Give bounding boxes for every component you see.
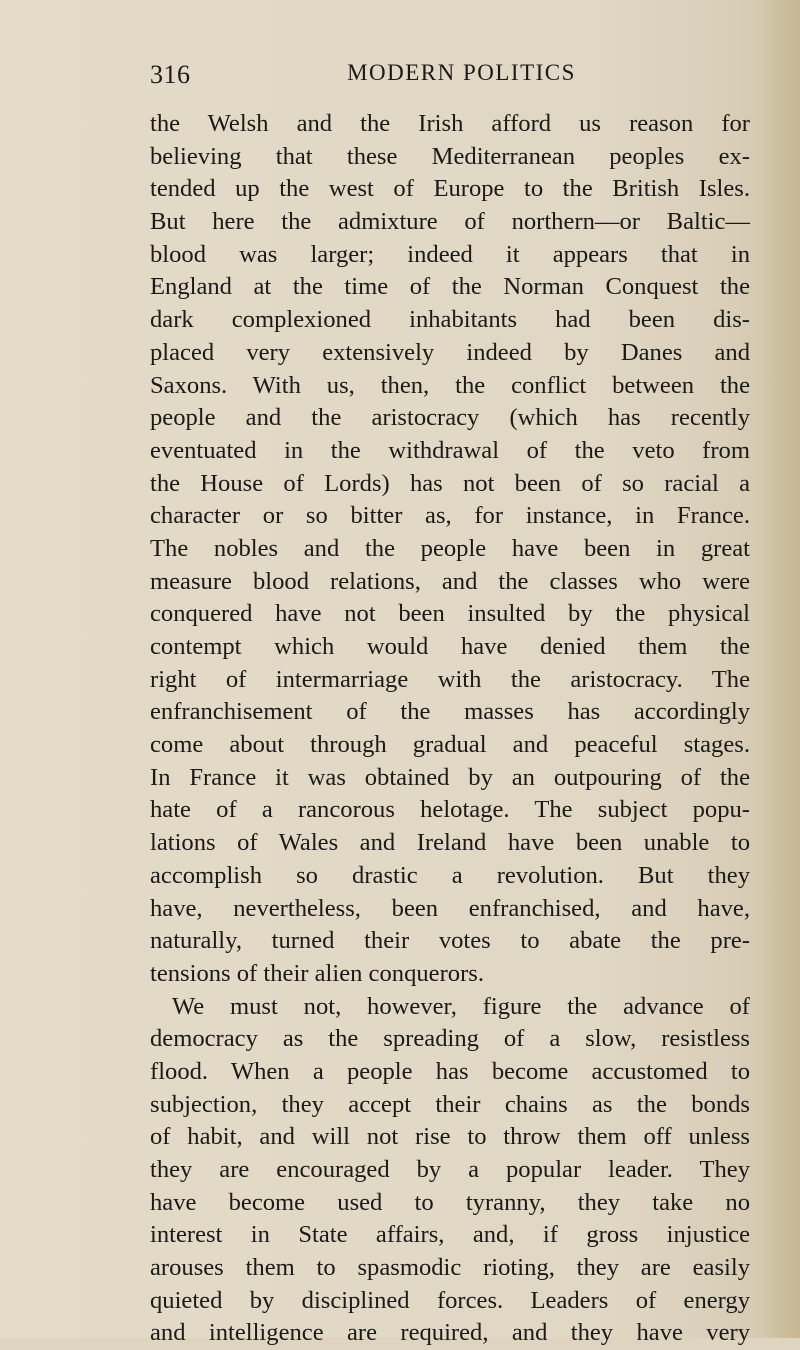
text-line: But here the admixture of northern—or Baltic— (150, 208, 750, 236)
text-line: placed very extensively indeed by Danes and (150, 338, 750, 366)
text-line: The nobles and the people have been in great (150, 534, 750, 562)
text-line: accomplish so drastic a revolution. But they (150, 861, 750, 889)
text-line: the House of Lords) has not been of so racial a (150, 469, 750, 497)
text-line: Saxons. With us, then, the conflict between the (150, 371, 750, 399)
text-line: right of intermarriage with the aristocracy. The (150, 665, 750, 693)
text-line: and intelligence are required, and they have very (150, 1319, 750, 1347)
text-line: the Welsh and the Irish afford us reason for (150, 110, 750, 137)
text-line: conquered have not been insulted by the physical (150, 600, 750, 628)
page-header (150, 60, 745, 100)
paragraph-start-line: We must not, however, figure the advance of (172, 992, 750, 1020)
text-line: dark complexioned inhabitants had been dis- (150, 306, 750, 334)
body-text (150, 108, 750, 1350)
text-line: blood was larger; indeed it appears that in (150, 240, 750, 268)
text-line: measure blood relations, and the classes who were (150, 567, 750, 595)
text-line: lations of Wales and Ireland have been unable to (150, 829, 750, 857)
paragraph-end-line: tensions of their alien conquerors. (150, 959, 484, 987)
text-line: people and the aristocracy (which has recently (150, 404, 750, 432)
text-line: quieted by disciplined forces. Leaders of energy (150, 1286, 750, 1314)
page-edge-shadow (760, 0, 800, 1338)
text-line: hate of a rancorous helotage. The subject popu- (150, 796, 750, 824)
text-line: character or so bitter as, for instance, in France. (150, 502, 750, 530)
text-line: have become used to tyranny, they take no (150, 1188, 750, 1216)
text-line: come about through gradual and peaceful stages. (150, 731, 750, 759)
text-line: subjection, they accept their chains as the bonds (150, 1090, 750, 1118)
page-number: 316 (150, 60, 191, 89)
text-line: tended up the west of Europe to the British Isles. (150, 175, 750, 203)
text-line: democracy as the spreading of a slow, resistless (150, 1025, 750, 1053)
text-line: In France it was obtained by an outpouring of the (150, 763, 750, 791)
text-line: have, nevertheless, been enfranchised, and have, (150, 894, 750, 922)
text-line: contempt which would have denied them the (150, 633, 750, 660)
text-line: enfranchisement of the masses has accordingly (150, 698, 750, 726)
text-line: of habit, and will not rise to throw them off unless (150, 1123, 750, 1151)
text-line: believing that these Mediterranean peoples ex- (150, 142, 750, 170)
text-line: eventuated in the withdrawal of the veto from (150, 436, 750, 464)
text-line: naturally, turned their votes to abate the pre- (150, 927, 750, 955)
text-line: flood. When a people has become accustomed to (150, 1057, 750, 1085)
text-line: arouses them to spasmodic rioting, they are easily (150, 1254, 750, 1282)
running-head: MODERN POLITICS (347, 60, 576, 85)
text-line: they are encouraged by a popular leader. They (150, 1156, 750, 1183)
text-line: England at the time of the Norman Conquest the (150, 273, 750, 301)
text-line: interest in State affairs, and, if gross injustice (150, 1221, 750, 1249)
